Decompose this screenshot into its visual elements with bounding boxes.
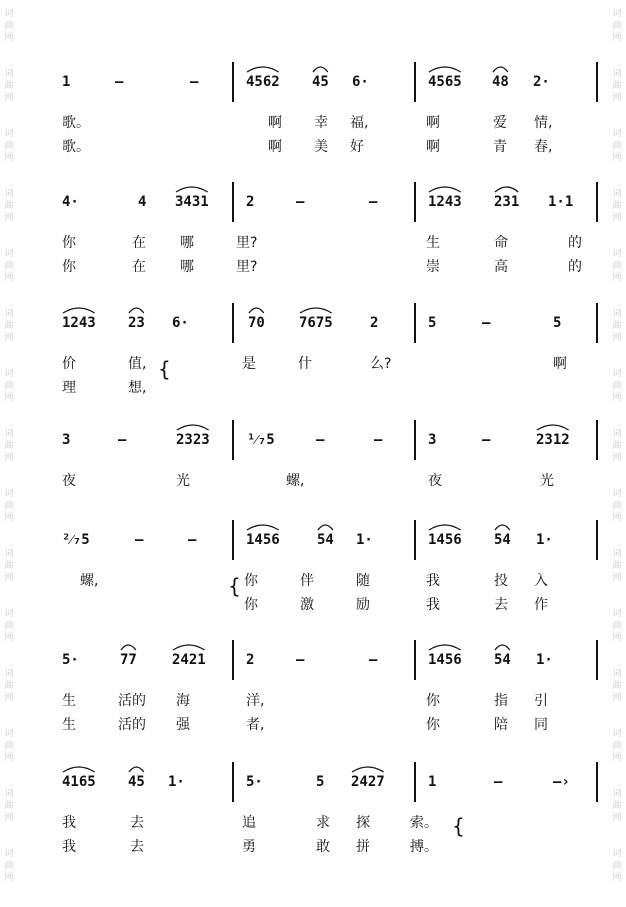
lyric-verse1: 光 [540,473,554,489]
lyric-verse2: 同 [534,717,548,733]
note-group: 1456 [428,652,462,668]
note-group: 1· [168,774,185,790]
note-group: 5 [428,315,437,331]
slur-arc [121,645,136,650]
lyric-verse1: 福, [350,115,369,131]
lyric-verse2: 的 [568,259,582,275]
lyric-verse2: 青 [493,139,507,155]
lyric-verse1: 情, [534,115,553,131]
note-group: 54 [317,532,334,548]
note-group: — [118,432,127,448]
note-group: — [494,774,503,790]
slur-arc [495,525,510,530]
note-group: — [296,652,305,668]
note-group: — [135,532,144,548]
note-group: — [369,652,378,668]
slur-arc [247,67,279,72]
note-group: — [482,432,491,448]
lyric-verse1: 幸 [314,115,328,131]
lyric-verse2: 陪 [494,717,508,733]
note-group: 3 [428,432,437,448]
lyric-verse2: 勇 [242,839,256,855]
watermark-right: 词 曲 网 词 曲 网 词 曲 网 词 曲 网 词 曲 网 词 曲 网 词 曲 网 词 曲 网 词 曲 网 词 曲 网 词 曲 网 词 曲 网 词 曲 网 词 曲 网 词 曲 网 [612,9,622,883]
note-group: 1243 [428,194,462,210]
slur-arc [249,308,264,313]
verse-brace: { [228,574,241,598]
note-group: 77 [120,652,137,668]
note-group: ²⁄₇5 [62,532,90,548]
lyric-verse1: 你 [426,693,440,709]
note-group: 48 [492,74,509,90]
slur-arc [247,525,279,530]
lyric-verse1: 啊 [426,115,440,131]
slur-arc [429,67,461,72]
note-group: 70 [248,315,265,331]
note-group: 23 [128,315,145,331]
note-group: — [369,194,378,210]
lyric-verse2: 你 [426,717,440,733]
note-group: — [482,315,491,331]
lyric-verse2: 励 [356,597,370,613]
note-group: 2 [246,652,255,668]
lyric-verse1: 夜 [428,473,442,489]
lyric-verse1: 追 [242,815,256,831]
slur-layer [0,638,626,654]
note-group: 2312 [536,432,570,448]
lyric-verse2: 作 [534,597,548,613]
note-group: 3431 [175,194,209,210]
note-group: 2323 [176,432,210,448]
slur-layer [0,180,626,196]
lyric-verse1: 歌。 [62,115,90,131]
lyric-verse1: 你 [244,573,258,589]
lyric-verse1: 螺, [286,473,305,489]
lyric-verse2: 你 [62,259,76,275]
lyric-verse2: 你 [244,597,258,613]
lyric-verse1: 什 [298,356,312,372]
lyric-verse1: 你 [62,235,76,251]
slur-arc [318,525,333,530]
note-group: ¹⁄₇5 [247,432,275,448]
note-group: 6· [172,315,189,331]
slur-arc [313,67,328,72]
note-group: — [296,194,305,210]
lyric-verse1: 探 [356,815,370,831]
score-system [0,182,626,292]
note-group: 4165 [62,774,96,790]
lyric-verse2: 敢 [316,839,330,855]
note-group: — [316,432,325,448]
slur-arc [177,425,209,430]
note-group: —› [553,774,570,790]
score-system [0,62,626,172]
lyric-verse1: 是 [242,356,256,372]
lyric-verse1: 啊 [553,356,567,372]
lyric-verse1: 么? [370,356,392,372]
lyric-verse2: 强 [176,717,190,733]
note-group: 4 [138,194,147,210]
slur-layer [0,418,626,434]
note-group: 1456 [246,532,280,548]
lyric-verse2: 春, [534,139,553,155]
slur-layer [0,60,626,76]
lyric-verse1: 的 [568,235,582,251]
slur-arc [129,767,144,772]
verse-brace: { [158,357,171,381]
note-group: 6· [352,74,369,90]
watermark-left: 词 曲 网 词 曲 网 词 曲 网 词 曲 网 词 曲 网 词 曲 网 词 曲 网 词 曲 网 词 曲 网 词 曲 网 词 曲 网 词 曲 网 词 曲 网 词 曲 网 词 曲 网 [4,9,14,883]
score-system [0,520,626,630]
lyric-verse1: 生 [426,235,440,251]
lyric-verse2: 啊 [426,139,440,155]
lyric-verse1: 哪 [180,235,194,251]
lyric-verse2: 哪 [180,259,194,275]
lyric-verse1: 活的 [118,693,146,709]
note-group: 1456 [428,532,462,548]
lyric-verse1: 爱 [493,115,507,131]
lyric-verse2: 歌。 [62,139,90,155]
lyric-verse2: 者, [246,717,265,733]
lyric-verse2: 里? [236,259,258,275]
lyric-verse1: 投 [494,573,508,589]
slur-arc [429,525,461,530]
lyric-verse1: 我 [62,815,76,831]
lyric-verse2: 我 [62,839,76,855]
lyric-verse1: 值, [128,356,147,372]
lyric-verse2: 高 [494,259,508,275]
slur-arc [300,308,332,313]
note-group: 2 [246,194,255,210]
slur-arc [129,308,144,313]
note-group: 1243 [62,315,96,331]
lyric-verse1: 夜 [62,473,76,489]
note-group: 54 [494,532,511,548]
note-group: 5· [246,774,263,790]
lyric-verse2: 崇 [426,259,440,275]
lyric-verse1: 随 [356,573,370,589]
lyric-verse2: 理 [62,380,76,396]
slur-arc [493,67,508,72]
lyric-verse1: 啊 [268,115,282,131]
lyric-verse2: 激 [300,597,314,613]
lyric-verse2: 去 [130,839,144,855]
lyric-verse1: 我 [426,573,440,589]
lyric-verse1: 入 [534,573,548,589]
lyric-verse1: 伴 [300,573,314,589]
lyric-verse1: 里? [236,235,258,251]
lyric-verse1: 去 [130,815,144,831]
score-system [0,303,626,413]
lyric-verse2: 美 [314,139,328,155]
note-group: 45 [312,74,329,90]
note-group: 2· [533,74,550,90]
note-group: 231 [494,194,520,210]
lyric-verse2: 去 [494,597,508,613]
slur-arc [176,187,208,192]
note-group: 45 [128,774,145,790]
lyric-verse1: 引 [534,693,548,709]
lyric-verse2: 生 [62,717,76,733]
note-group: 5 [316,774,325,790]
lyric-verse2: 搏。 [410,839,438,855]
note-group: 4· [62,194,79,210]
lyric-verse2: 在 [132,259,146,275]
lyric-verse1: 洋, [246,693,265,709]
slur-arc [63,308,95,313]
score-system [0,762,626,872]
slur-arc [173,645,205,650]
note-group: — [190,74,199,90]
lyric-verse1: 光 [176,473,190,489]
note-group: 2 [370,315,379,331]
slur-arc [495,645,510,650]
lyric-verse1: 命 [494,235,508,251]
score-system [0,420,626,530]
slur-arc [352,767,384,772]
slur-arc [537,425,569,430]
note-group: 3 [62,432,71,448]
note-group: 1 [62,74,71,90]
note-group: 2427 [351,774,385,790]
lyric-verse2: 啊 [268,139,282,155]
score-system [0,640,626,750]
slur-arc [63,767,95,772]
slur-layer [0,760,626,776]
note-group: 54 [494,652,511,668]
lyric-verse1: 索。 [410,815,438,831]
note-group: 5· [62,652,79,668]
note-group: 1· [356,532,373,548]
note-group: — [374,432,383,448]
note-group: 4565 [428,74,462,90]
lyric-verse2: 拼 [356,839,370,855]
lyric-verse1: 指 [494,693,508,709]
verse-brace: { [452,814,465,838]
lyric-verse2: 我 [426,597,440,613]
lyric-verse1: 在 [132,235,146,251]
note-group: — [188,532,197,548]
note-group: 1· [536,532,553,548]
lyric-verse2: 活的 [118,717,146,733]
lyric-verse2: 想, [128,380,147,396]
note-group: 1· [536,652,553,668]
note-group: 5 [553,315,562,331]
note-group: — [115,74,124,90]
note-group: 1·1 [548,194,574,210]
slur-layer [0,518,626,534]
lyric-verse1: 生 [62,693,76,709]
note-group: 1 [428,774,437,790]
lyric-verse2: 好 [350,139,364,155]
lyric-verse1: 价 [62,356,76,372]
slur-layer [0,301,626,317]
lyric-verse1: 求 [316,815,330,831]
note-group: 2421 [172,652,206,668]
note-group: 7675 [299,315,333,331]
note-group: 4562 [246,74,280,90]
lyric-verse1: 螺, [80,573,99,589]
lyric-verse1: 海 [176,693,190,709]
slur-arc [429,187,461,192]
slur-arc [495,187,518,192]
slur-arc [429,645,461,650]
